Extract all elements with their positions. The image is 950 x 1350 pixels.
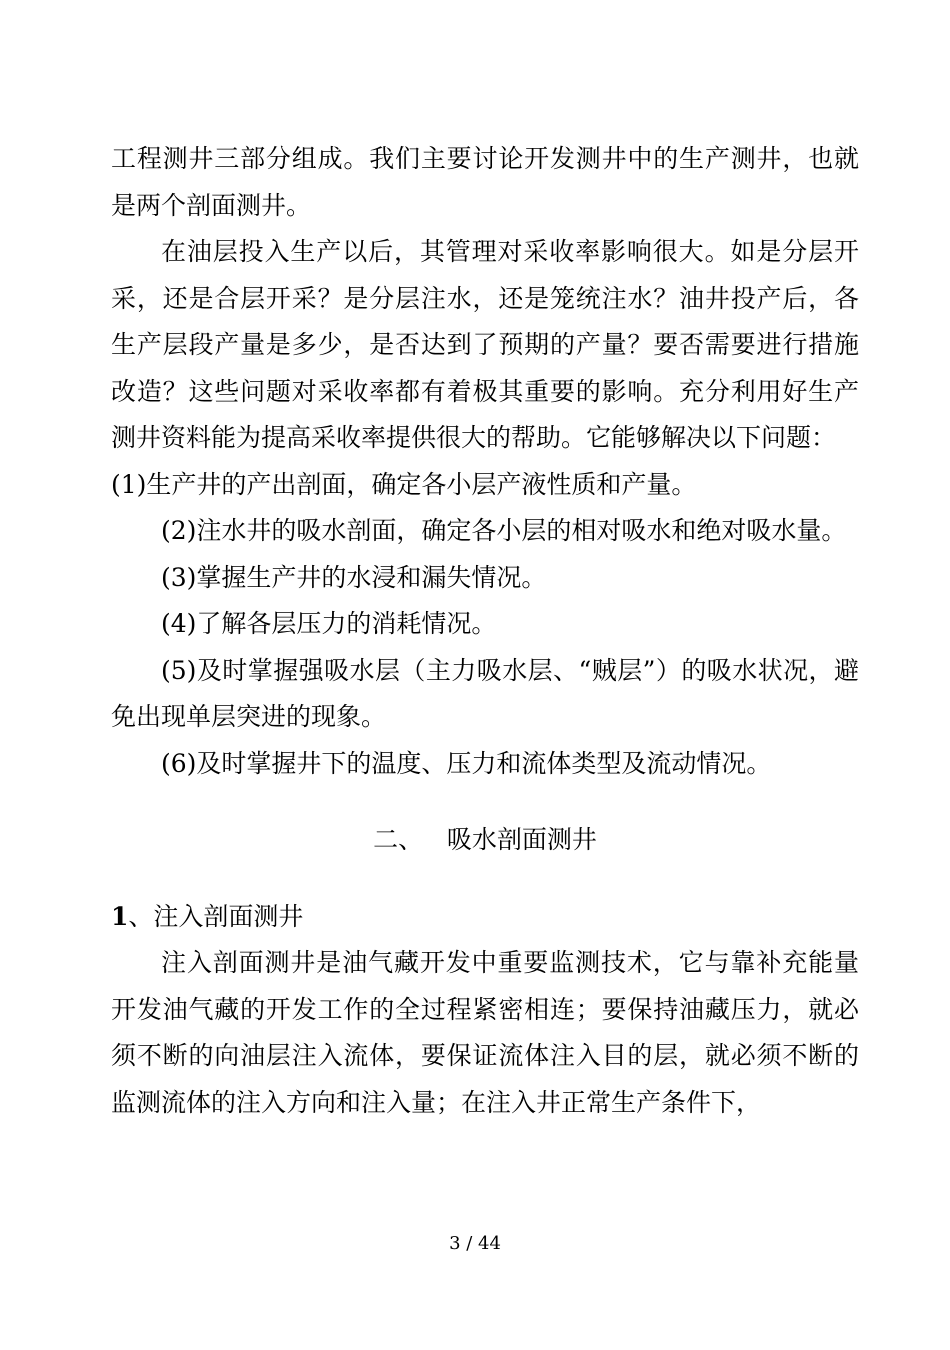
chapter-heading: 二、 吸水剖面测井: [373, 825, 597, 854]
list-item-4: (4)了解各层压力的消耗情况。: [161, 609, 497, 638]
section-heading: [111, 894, 859, 941]
body-paragraph-1: 工程测井三部分组成。我们主要讨论开发测井中的生产测井，也就是两个剖面测井。: [111, 144, 859, 220]
body-paragraph-3: 注入剖面测井是油气藏开发中重要监测技术，它与靠补充能量开发油气藏的开发工作的全过程紧密相连；要保持油藏压力，就必须不断的向油层注入流体，要保证流体注入目的层，就必须不断的监测流体的注入方向和注入量；在注入井正常生产条件下，: [111, 948, 859, 1117]
list-item-1: (1)生产井的产出剖面，确定各小层产液性质和产量。: [111, 469, 697, 499]
page-body: [111, 136, 859, 1126]
page-number: 3 / 44: [449, 1233, 501, 1254]
list-item-2: (2)注水井的吸水剖面，确定各小层的相对吸水和绝对吸水量。: [161, 516, 847, 545]
body-paragraph-2: 在油层投入生产以后，其管理对采收率影响很大。如是分层开采，还是合层开采？是分层注水，还是笼统注水？油井投产后，各生产层段产量是多少，是否达到了预期的产量？要否需要进行措施改造？这些问题对采收率都有着极其重要的影响。充分利用好生产测井资料能为提高采收率提供很大的帮助。它能够解决以下问题：: [111, 237, 859, 452]
list-item-6: (6)及时掌握井下的温度、压力和流体类型及流动情况。: [161, 748, 772, 778]
list-item-3: (3)掌握生产井的水浸和漏失情况。: [161, 562, 547, 592]
section-number: 1: [111, 901, 129, 931]
list-item-5: (5)及时掌握强吸水层（主力吸水层、“贼层”）的吸水状况，避免出现单层突进的现象。: [111, 655, 859, 731]
section-title: 、注入剖面测井: [128, 901, 304, 931]
